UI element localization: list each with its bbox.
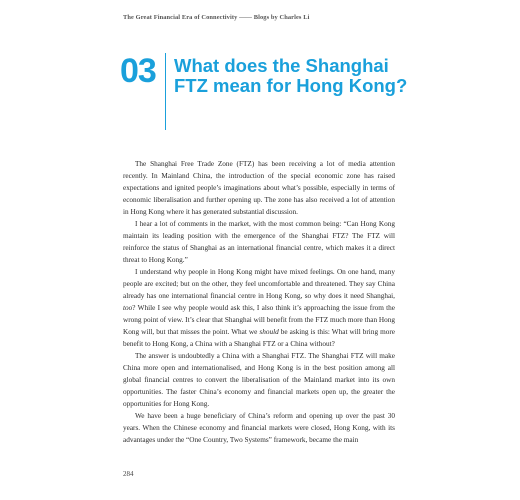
chapter-title-line-1: What does the Shanghai <box>174 55 389 76</box>
paragraph: The Shanghai Free Trade Zone (FTZ) has been receiving a lot of media attention recently. In Mainland China, the introduction of the special economic zone has raised expectations and ignited people’s imaginations about what’s possible, especially in terms of economic liberalisation and further opening up. The zone has also received a lot of attention in Hong Kong where it has generated substantial discussion. <box>123 160 395 216</box>
page-number: 284 <box>123 470 134 478</box>
paragraph-text: be asking is this: What will bring more benefit to Hong Kong, a China with a Shanghai FTZ or a China without? <box>123 328 395 348</box>
chapter-title <box>174 56 414 96</box>
emphasis-text: should <box>259 328 279 336</box>
chapter-number: 03 <box>120 52 156 90</box>
emphasis-text: too <box>123 304 133 312</box>
paragraph: The answer is undoubtedly a China with a Shanghai FTZ. The Shanghai FTZ will make China more open and internationalised, and Hong Kong is in the best position among all global financial centres to convert the liberalisation of the Mainland market into its own opportunities. The faster China’s economy and financial markets open up, the greater the opportunities for Hong Kong. <box>123 352 395 408</box>
paragraph: I hear a lot of comments in the market, with the most common being: “Can Hong Kong maintain its leading position with the emergence of the Shanghai FTZ? The FTZ will reinforce the status of Shanghai as an international financial centre, which makes it a direct threat to Hong Kong.” <box>123 220 395 264</box>
running-header: The Great Financial Era of Connectivity —— Blogs by Charles Li <box>123 14 310 21</box>
paragraph-text: I understand why people in Hong Kong might have mixed feelings. On one hand, many people are excited; but on the other, they feel uncomfortable and threatened. They say China already has one international financial centre in Hong Kong, so why does it need Shanghai, <box>123 268 395 300</box>
chapter-divider <box>165 53 166 130</box>
paragraph <box>123 266 395 350</box>
body-text <box>123 158 395 446</box>
paragraph-text: ? While I see why people would ask this, I also think it’s approaching the issue from the wrong point of view. It’s clear that Shanghai will benefit from the FTZ much more than Hong Kong will, but that misses the point. What we <box>123 304 395 336</box>
chapter-title-line-2: FTZ mean for Hong Kong? <box>174 75 408 96</box>
paragraph: We have been a huge beneficiary of China’s reform and opening up over the past 30 years. When the Chinese economy and financial markets were closed, Hong Kong, with its advantages under the “One Country, Two Systems” framework, became the main <box>123 412 395 444</box>
